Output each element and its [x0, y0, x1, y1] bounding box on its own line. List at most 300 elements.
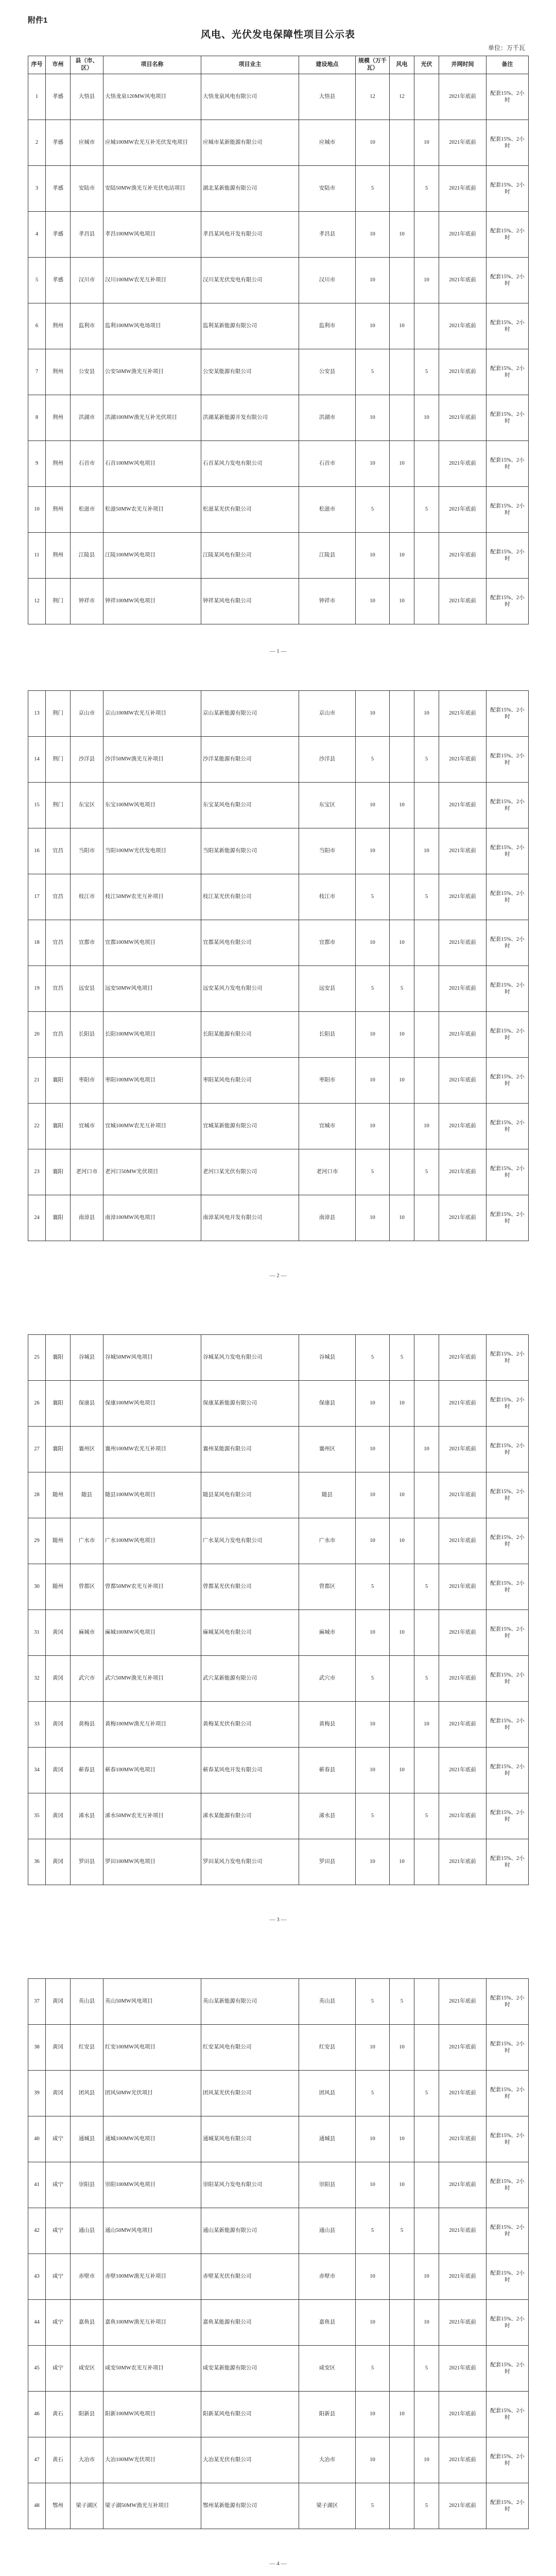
table-cell: 襄阳: [46, 1104, 71, 1149]
table-cell: 团风某光伏有限公司: [201, 2071, 299, 2116]
table-cell: 长阳县: [299, 1012, 356, 1058]
table-cell: 5: [356, 1979, 390, 2025]
table-cell: 配套15%、2小时: [486, 1335, 529, 1381]
table-cell: 鄂州: [46, 2483, 71, 2529]
document-title: 风电、光伏发电保障性项目公示表: [200, 29, 355, 40]
table-cell: 2021年底前: [439, 74, 486, 120]
table-cell: 5: [356, 874, 390, 920]
table-cell: 1: [28, 74, 46, 120]
table-cell: 应城市某新能源有限公司: [201, 120, 299, 166]
table-cell: 配套15%、2小时: [486, 1979, 529, 2025]
table-cell: 10: [356, 303, 390, 349]
table-cell: [390, 487, 414, 533]
table-cell: 安陆市: [71, 166, 103, 212]
table-cell: 洪湖某新能源开发有限公司: [201, 395, 299, 441]
table-cell: 配套15%、2小时: [486, 349, 529, 395]
table-cell: 南漳县: [71, 1195, 103, 1241]
table-cell: 当阳100MW光伏发电项目: [103, 828, 201, 874]
table-cell: [390, 1427, 414, 1472]
table-row: [28, 1656, 529, 1702]
table-cell: [390, 2071, 414, 2116]
table-cell: 钟祥市: [299, 579, 356, 624]
table-cell: 10: [414, 120, 439, 166]
table-cell: 广水市: [71, 1518, 103, 1564]
table-row: [28, 2071, 529, 2116]
table-cell: 应城100MW农光互补光伏发电项目: [103, 120, 201, 166]
table-cell: [414, 2392, 439, 2437]
table-cell: 10: [390, 2392, 414, 2437]
table-cell: 武穴市: [71, 1656, 103, 1702]
table-page-3: [28, 1334, 529, 1885]
table-cell: 大悟龙泉120MW风电项目: [103, 74, 201, 120]
table-cell: 麻城市: [71, 1610, 103, 1656]
table-cell: [414, 920, 439, 966]
page-number: — 3 —: [269, 1917, 287, 1923]
table-cell: 应城市: [71, 120, 103, 166]
table-cell: 配套15%、2小时: [486, 1012, 529, 1058]
table-cell: 宜都市: [71, 920, 103, 966]
table-cell: 远安县: [299, 966, 356, 1012]
table-cell: 10: [414, 828, 439, 874]
table-cell: 37: [28, 1979, 46, 2025]
table-cell: 赤壁100MW渔光互补项目: [103, 2254, 201, 2300]
table-cell: 2021年底前: [439, 920, 486, 966]
table-cell: 钟祥市: [71, 579, 103, 624]
table-cell: 配套15%、2小时: [486, 1656, 529, 1702]
table-cell: 宜城市: [299, 1104, 356, 1149]
table-cell: [414, 2025, 439, 2071]
table-row: [28, 1058, 529, 1104]
table-cell: 罗田县: [71, 1839, 103, 1885]
table-cell: 5: [356, 487, 390, 533]
table-cell: 10: [356, 1195, 390, 1241]
table-cell: 老河口50MW光伏项目: [103, 1149, 201, 1195]
table-cell: 松滋某光伏有限公司: [201, 487, 299, 533]
table-cell: 洪湖市: [299, 395, 356, 441]
table-cell: 麻城100MW风电项目: [103, 1610, 201, 1656]
table-cell: 随县: [71, 1472, 103, 1518]
project-table: [28, 690, 529, 1241]
table-cell: 孝昌县: [299, 212, 356, 258]
table-cell: 3: [28, 166, 46, 212]
table-cell: 2021年底前: [439, 2392, 486, 2437]
table-cell: 曾都50MW农光互补项目: [103, 1564, 201, 1610]
table-cell: 配套15%、2小时: [486, 1149, 529, 1195]
table-cell: 长阳100MW风电项目: [103, 1012, 201, 1058]
table-cell: [414, 966, 439, 1012]
table-cell: 崇阳县: [71, 2162, 103, 2208]
table-cell: 2: [28, 120, 46, 166]
table-cell: 安陆市: [299, 166, 356, 212]
table-cell: 咸安某新能源有限公司: [201, 2346, 299, 2392]
table-cell: 黄梅县: [299, 1702, 356, 1748]
table-cell: 10: [390, 1381, 414, 1427]
table-cell: 谷城县: [71, 1335, 103, 1381]
table-cell: 2021年底前: [439, 258, 486, 303]
table-cell: 广水某风力发电有限公司: [201, 1518, 299, 1564]
table-cell: 2021年底前: [439, 2116, 486, 2162]
table-cell: 宜昌: [46, 1012, 71, 1058]
table-cell: 5: [356, 2483, 390, 2529]
table-cell: 宜城市: [71, 1104, 103, 1149]
table-cell: [414, 2162, 439, 2208]
table-cell: 10: [390, 212, 414, 258]
table-cell: 沙洋某能源有限公司: [201, 737, 299, 783]
table-cell: 宜昌: [46, 828, 71, 874]
table-cell: 枝江某光伏有限公司: [201, 874, 299, 920]
table-cell: 配套15%、2小时: [486, 2071, 529, 2116]
table-cell: 12: [356, 74, 390, 120]
table-cell: 33: [28, 1702, 46, 1748]
table-cell: 英山某新能源有限公司: [201, 1979, 299, 2025]
table-cell: 46: [28, 2392, 46, 2437]
table-row: [28, 2392, 529, 2437]
table-cell: 10: [356, 2300, 390, 2346]
table-cell: [414, 441, 439, 487]
table-cell: 当阳市: [299, 828, 356, 874]
table-cell: 配套15%、2小时: [486, 920, 529, 966]
table-cell: 荆州: [46, 533, 71, 579]
table-row: [28, 1195, 529, 1241]
table-row: [28, 1979, 529, 2025]
table-cell: 松滋50MW农光互补项目: [103, 487, 201, 533]
table-cell: 配套15%、2小时: [486, 395, 529, 441]
table-cell: 公安50MW渔光互补项目: [103, 349, 201, 395]
table-cell: 阳新县: [71, 2392, 103, 2437]
table-cell: 江陵100MW风电项目: [103, 533, 201, 579]
table-cell: [390, 874, 414, 920]
table-cell: 阳新县: [299, 2392, 356, 2437]
table-cell: 大冶市: [299, 2437, 356, 2483]
table-cell: 崇阳100MW风电项目: [103, 2162, 201, 2208]
table-cell: 红安100MW风电项目: [103, 2025, 201, 2071]
table-cell: 黄冈: [46, 1748, 71, 1793]
table-cell: 赤壁市: [71, 2254, 103, 2300]
table-cell: 10: [390, 2116, 414, 2162]
table-cell: 10: [356, 2116, 390, 2162]
table-cell: 10: [356, 1839, 390, 1885]
table-cell: [390, 2300, 414, 2346]
table-cell: 配套15%、2小时: [486, 2025, 529, 2071]
table-cell: 襄州100MW农光互补项目: [103, 1427, 201, 1472]
table-cell: 咸安区: [299, 2346, 356, 2392]
table-cell: [414, 1839, 439, 1885]
table-row: [28, 1748, 529, 1793]
table-cell: 公安县: [299, 349, 356, 395]
table-cell: 孝昌县: [71, 212, 103, 258]
table-row: [28, 120, 529, 166]
table-cell: 京山100MW农光互补项目: [103, 691, 201, 737]
table-cell: 2021年底前: [439, 1149, 486, 1195]
table-cell: 10: [356, 783, 390, 828]
table-cell: 监利100MW风电场项目: [103, 303, 201, 349]
table-cell: 孝感: [46, 120, 71, 166]
table-cell: 8: [28, 395, 46, 441]
table-cell: [414, 1012, 439, 1058]
project-table: [28, 56, 529, 624]
table-cell: 31: [28, 1610, 46, 1656]
column-header: 光伏: [414, 56, 439, 74]
table-cell: 2021年底前: [439, 737, 486, 783]
table-cell: 梁子湖区: [71, 2483, 103, 2529]
table-cell: 通山某新能源有限公司: [201, 2208, 299, 2254]
table-cell: 2021年底前: [439, 1748, 486, 1793]
table-cell: 公安县: [71, 349, 103, 395]
table-cell: 阳新100MW风电项目: [103, 2392, 201, 2437]
table-cell: 5: [356, 1793, 390, 1839]
page-number: — 1 —: [269, 648, 287, 654]
table-row: [28, 395, 529, 441]
table-cell: 配套15%、2小时: [486, 2437, 529, 2483]
table-cell: [390, 1702, 414, 1748]
table-cell: 2021年底前: [439, 2071, 486, 2116]
table-cell: 英山50MW风电项目: [103, 1979, 201, 2025]
table-cell: 当阳某新能源有限公司: [201, 828, 299, 874]
table-cell: 咸宁: [46, 2254, 71, 2300]
table-cell: [390, 1149, 414, 1195]
table-cell: 15: [28, 783, 46, 828]
table-cell: 10: [356, 2025, 390, 2071]
table-cell: 23: [28, 1149, 46, 1195]
table-cell: 京山市: [299, 691, 356, 737]
table-cell: 荆门: [46, 737, 71, 783]
table-cell: 孝昌100MW风电项目: [103, 212, 201, 258]
table-cell: 5: [356, 2346, 390, 2392]
table-cell: 2021年底前: [439, 1335, 486, 1381]
table-cell: [390, 1104, 414, 1149]
table-cell: 枣阳某风电有限公司: [201, 1058, 299, 1104]
table-cell: 武穴50MW渔光互补项目: [103, 1656, 201, 1702]
table-cell: 宜昌: [46, 966, 71, 1012]
table-cell: 通城县: [71, 2116, 103, 2162]
table-cell: 10: [414, 395, 439, 441]
table-cell: 石首市: [71, 441, 103, 487]
table-cell: 荆门: [46, 783, 71, 828]
table-cell: 枣阳市: [71, 1058, 103, 1104]
table-cell: 2021年底前: [439, 1839, 486, 1885]
table-cell: 赤壁某光伏有限公司: [201, 2254, 299, 2300]
table-row: [28, 2300, 529, 2346]
table-cell: [414, 533, 439, 579]
table-cell: 10: [414, 1104, 439, 1149]
table-cell: 5: [356, 2208, 390, 2254]
table-cell: 30: [28, 1564, 46, 1610]
table-row: [28, 1012, 529, 1058]
table-cell: 嘉鱼县: [71, 2300, 103, 2346]
table-cell: 43: [28, 2254, 46, 2300]
column-header: 规模（万千瓦）: [356, 56, 390, 74]
table-cell: 2021年底前: [439, 1381, 486, 1427]
project-table: [28, 1334, 529, 1885]
table-cell: 枝江50MW农光互补项目: [103, 874, 201, 920]
table-row: [28, 2208, 529, 2254]
table-cell: 赤壁市: [299, 2254, 356, 2300]
table-cell: 10: [390, 1195, 414, 1241]
table-cell: 2021年底前: [439, 212, 486, 258]
table-cell: 罗田100MW风电项目: [103, 1839, 201, 1885]
column-header: 县（市、区）: [71, 56, 103, 74]
table-cell: 5: [414, 874, 439, 920]
table-cell: 武穴市: [299, 1656, 356, 1702]
table-cell: 沙洋50MW渔光互补项目: [103, 737, 201, 783]
table-cell: 10: [390, 1058, 414, 1104]
table-cell: 配套15%、2小时: [486, 966, 529, 1012]
table-row: [28, 920, 529, 966]
table-cell: 谷城某风力发电有限公司: [201, 1335, 299, 1381]
table-cell: 5: [414, 2483, 439, 2529]
table-cell: 5: [390, 966, 414, 1012]
table-cell: 应城市: [299, 120, 356, 166]
table-cell: 长阳某能源有限公司: [201, 1012, 299, 1058]
table-cell: 远安50MW风电项目: [103, 966, 201, 1012]
table-cell: 配套15%、2小时: [486, 74, 529, 120]
table-cell: 公安某能源有限公司: [201, 349, 299, 395]
table-cell: 26: [28, 1381, 46, 1427]
table-cell: 4: [28, 212, 46, 258]
table-cell: 配套15%、2小时: [486, 303, 529, 349]
table-cell: 11: [28, 533, 46, 579]
table-cell: 35: [28, 1793, 46, 1839]
table-cell: 5: [356, 166, 390, 212]
table-cell: [414, 1195, 439, 1241]
table-row: [28, 2346, 529, 2392]
table-cell: 2021年底前: [439, 1564, 486, 1610]
table-cell: [390, 120, 414, 166]
table-cell: 崇阳县: [299, 2162, 356, 2208]
table-cell: 嘉鱼某能源有限公司: [201, 2300, 299, 2346]
column-header: 项目业主: [201, 56, 299, 74]
table-cell: 10: [390, 1518, 414, 1564]
table-cell: [390, 166, 414, 212]
table-cell: 2021年底前: [439, 579, 486, 624]
table-cell: 黄冈: [46, 1793, 71, 1839]
table-cell: 10: [356, 212, 390, 258]
table-cell: 嘉鱼县: [299, 2300, 356, 2346]
table-cell: 配套15%、2小时: [486, 783, 529, 828]
table-cell: 嘉鱼100MW渔光互补项目: [103, 2300, 201, 2346]
table-cell: 6: [28, 303, 46, 349]
table-row: [28, 828, 529, 874]
table-cell: 2021年底前: [439, 533, 486, 579]
table-cell: [414, 1058, 439, 1104]
table-row: [28, 2162, 529, 2208]
table-cell: 咸宁: [46, 2116, 71, 2162]
table-cell: 团风县: [299, 2071, 356, 2116]
table-cell: 黄梅某光伏有限公司: [201, 1702, 299, 1748]
table-cell: 17: [28, 874, 46, 920]
table-row: [28, 691, 529, 737]
table-cell: 2021年底前: [439, 395, 486, 441]
table-row: [28, 533, 529, 579]
table-cell: 远安县: [71, 966, 103, 1012]
table-cell: 蕲春100MW风电项目: [103, 1748, 201, 1793]
table-cell: 5: [414, 2346, 439, 2392]
table-cell: 浠水县: [71, 1793, 103, 1839]
table-cell: 东宝区: [299, 783, 356, 828]
table-cell: 5: [390, 1979, 414, 2025]
table-page-2: [28, 690, 529, 1241]
table-row: [28, 1472, 529, 1518]
table-cell: 孝感: [46, 74, 71, 120]
table-cell: [390, 691, 414, 737]
table-cell: 2021年底前: [439, 2162, 486, 2208]
table-cell: 武穴某新能源有限公司: [201, 1656, 299, 1702]
table-cell: 通城100MW风电项目: [103, 2116, 201, 2162]
table-cell: 13: [28, 691, 46, 737]
table-cell: 东宝100MW风电项目: [103, 783, 201, 828]
table-cell: 配套15%、2小时: [486, 2300, 529, 2346]
table-cell: 大悟龙泉风电有限公司: [201, 74, 299, 120]
table-cell: 孝感: [46, 258, 71, 303]
table-cell: [390, 1793, 414, 1839]
table-cell: 随县某风电有限公司: [201, 1472, 299, 1518]
table-cell: [414, 1335, 439, 1381]
table-cell: [414, 1610, 439, 1656]
table-cell: 38: [28, 2025, 46, 2071]
table-cell: 曾都区: [299, 1564, 356, 1610]
table-cell: [390, 2254, 414, 2300]
table-cell: 19: [28, 966, 46, 1012]
table-page-1: [28, 56, 529, 624]
table-cell: 5: [356, 349, 390, 395]
table-cell: 10: [414, 1702, 439, 1748]
table-cell: 江陵县: [299, 533, 356, 579]
table-cell: 2021年底前: [439, 874, 486, 920]
table-cell: [390, 2346, 414, 2392]
table-cell: 黄冈: [46, 1610, 71, 1656]
table-cell: 2021年底前: [439, 166, 486, 212]
column-header: 市州: [46, 56, 71, 74]
table-cell: 石首某风力发电有限公司: [201, 441, 299, 487]
table-cell: 47: [28, 2437, 46, 2483]
table-cell: 配套15%、2小时: [486, 691, 529, 737]
table-cell: 石首100MW风电项目: [103, 441, 201, 487]
table-cell: 麻城某风电有限公司: [201, 1610, 299, 1656]
table-cell: 40: [28, 2116, 46, 2162]
table-cell: 咸安50MW农光互补项目: [103, 2346, 201, 2392]
table-cell: [390, 395, 414, 441]
table-cell: 谷城50MW风电项目: [103, 1335, 201, 1381]
table-row: [28, 212, 529, 258]
table-cell: 10: [356, 1748, 390, 1793]
table-cell: 10: [356, 2254, 390, 2300]
table-cell: [414, 2116, 439, 2162]
table-cell: 2021年底前: [439, 783, 486, 828]
table-cell: 2021年底前: [439, 1518, 486, 1564]
table-cell: 5: [356, 1564, 390, 1610]
table-cell: 配套15%、2小时: [486, 1564, 529, 1610]
table-cell: 浠水50MW农光互补项目: [103, 1793, 201, 1839]
table-cell: 配套15%、2小时: [486, 874, 529, 920]
table-cell: 配套15%、2小时: [486, 441, 529, 487]
table-cell: 保康某新能源有限公司: [201, 1381, 299, 1427]
table-page-4: [28, 1978, 529, 2529]
table-row: [28, 2483, 529, 2529]
table-cell: 襄州某能源有限公司: [201, 1427, 299, 1472]
table-cell: [414, 1381, 439, 1427]
table-cell: 随县100MW风电项目: [103, 1472, 201, 1518]
table-cell: 24: [28, 1195, 46, 1241]
table-cell: 10: [414, 1427, 439, 1472]
table-cell: 10: [356, 1610, 390, 1656]
page-number: — 2 —: [269, 1273, 287, 1279]
table-cell: 配套15%、2小时: [486, 487, 529, 533]
table-cell: 2021年底前: [439, 120, 486, 166]
table-cell: 2021年底前: [439, 691, 486, 737]
column-header: 项目名称: [103, 56, 201, 74]
table-cell: [390, 828, 414, 874]
table-row: [28, 2025, 529, 2071]
